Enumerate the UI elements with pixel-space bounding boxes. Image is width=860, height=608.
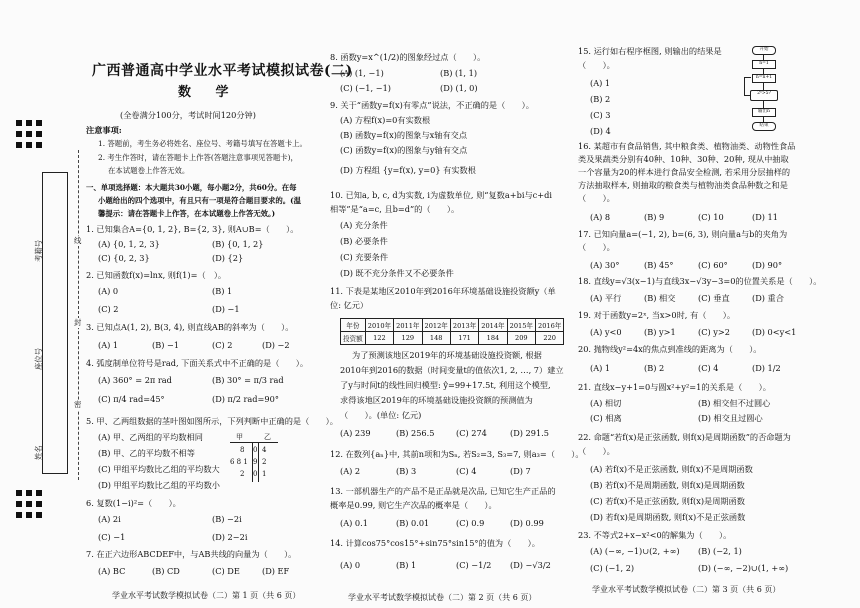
q11-option-a: (A) 239	[340, 428, 371, 438]
q15-option-c: (C) 3	[590, 110, 611, 120]
q8-option-d: (D) (1, 0)	[440, 83, 478, 93]
q11-text-1: 为了预测该地区2019年的环境基础设施投资额, 根据	[352, 350, 542, 360]
table-cell: 129	[394, 332, 422, 345]
q3-option-d: (D) −2	[262, 340, 290, 350]
stem-leaf-row-2-left: 6 8 1	[230, 458, 248, 466]
q5-option-c: (C) 甲组平均数比乙组的平均数大	[98, 464, 220, 474]
q11-text-2: 2010年到2016的数据（时间变量t的值依次1, 2, …, 7）建立	[340, 365, 564, 375]
q6-option-d: (D) 2−2i	[212, 532, 248, 542]
question-18: 18. 直线y=√3(x−1)与直线3x−√3y−3=0的位置关系是（ ）。	[578, 276, 822, 286]
q20-option-d: (D) 1/2	[752, 363, 781, 373]
binding-mark-secret: 密	[74, 400, 82, 409]
q9-option-a: (A) 方程f(x)=0有实数根	[340, 115, 431, 125]
q1-option-d: (D) {2}	[212, 253, 244, 263]
question-21: 21. 直线x−y+1=0与圆x²+y²=1的关系是（ ）。	[578, 382, 771, 392]
question-1: 1. 已知集合A={0, 1, 2}, B={2, 3}, 则A∪B=（ ）。	[86, 224, 299, 234]
table-row	[341, 332, 564, 345]
q11-option-d: (D) 291.5	[510, 428, 549, 438]
stem-leaf-row-3-stem: 0	[253, 470, 258, 478]
question-17: 17. 已知向量a=(−1, 2), b=(6, 3), 则向量a与b的夹角为（ ）。	[578, 229, 788, 252]
question-20: 20. 抛物线y²=4x的焦点到准线的距离为（ ）。	[578, 344, 762, 354]
q16-option-c: (C) 10	[698, 212, 724, 222]
q9-option-d: (D) 方程组 {y=f(x), y=0} 有实数根	[340, 165, 476, 175]
stem-leaf-head-a: 甲	[236, 433, 243, 441]
flow-output: 输出n	[752, 108, 776, 117]
q7-option-b: (B) CD	[152, 566, 180, 576]
stem-leaf-row-1-stem: 0	[253, 446, 258, 454]
q18-option-a: (A) 平行	[590, 293, 622, 303]
q9-option-c: (C) 函数y=f(x)的图象与y轴有交点	[340, 145, 468, 155]
q19-option-b: (B) y>1	[644, 327, 676, 337]
q3-option-c: (C) 2	[212, 340, 233, 350]
q21-option-b: (B) 相交但不过圆心	[698, 398, 771, 408]
table-cell: 年份	[341, 319, 366, 332]
q16-option-b: (B) 9	[644, 212, 665, 222]
q22-option-a: (A) 若f(x)不是正弦函数, 则f(x)不是周期函数	[590, 464, 753, 474]
question-5: 5. 甲、乙两组数据的茎叶图如图所示，下列判断中正确的是（ ）。	[86, 416, 338, 426]
table-cell: 投资额	[341, 332, 366, 345]
q18-option-c: (C) 垂直	[698, 293, 730, 303]
question-9: 9. 关于“函数y=f(x)有零点”说法，不正确的是（ ）。	[330, 100, 534, 110]
q21-option-d: (D) 相交且过圆心	[698, 413, 763, 423]
binding-label-exam-number: 考籍号	[34, 239, 43, 262]
q23-option-c: (C) (−1, 2)	[590, 563, 635, 573]
table-cell: 2014年	[479, 319, 507, 332]
q8-option-a: (A) (1, −1)	[340, 68, 384, 78]
q11-option-c: (C) 274	[456, 428, 487, 438]
q11-text-3: 了y与时间t的线性回归模型: ŷ=99+17.5t, 利用这个模型,	[340, 380, 551, 390]
q20-option-b: (B) 2	[644, 363, 665, 373]
q4-option-c: (C) π/4 rad=45°	[98, 394, 165, 404]
exam-title: 广西普通高中学业水平考试模拟试卷(二)	[92, 63, 353, 79]
q10-option-d: (D) 既不充分条件又不必要条件	[340, 268, 454, 278]
stem-leaf-row-1-right: 4	[262, 446, 267, 454]
q19-option-a: (A) y<0	[590, 327, 622, 337]
q11-text-5: （ ）。(单位: 亿元)	[340, 410, 422, 420]
stem-leaf-row-1-left: 8	[240, 446, 245, 454]
question-14: 14. 计算cos75°cos15°+sin75°sin15°的值为（ ）。	[330, 538, 540, 548]
notes-heading: 注意事项:	[86, 125, 122, 135]
q5-option-d: (D) 甲组平均数比乙组的平均数小	[98, 480, 220, 490]
footer-page-2: 学业水平考试数学模拟试卷（二）第 2 页（共 6 页）	[348, 593, 537, 602]
table-cell: 209	[507, 332, 535, 345]
q6-option-a: (A) 2i	[98, 514, 121, 524]
question-22: 22. 命题“若f(x)是正弦函数, 则f(x)是周期函数”的否命题为（ ）。	[578, 432, 791, 456]
binding-cut-line	[78, 150, 79, 480]
q19-option-c: (C) y>2	[698, 327, 730, 337]
binding-mark-line: 线	[74, 236, 82, 245]
section1-line-1: 一、单项选择题：本大题共30小题，每小题2分，共60分。在每	[86, 183, 297, 192]
q13-option-a: (A) 0.1	[340, 518, 368, 528]
question-7: 7. 在正六边形ABCDEF中，与AB共线的向量为（ ）。	[86, 549, 297, 559]
q4-option-a: (A) 360° = 2π rad	[98, 375, 172, 385]
q17-option-b: (B) 45°	[644, 260, 674, 270]
q15-option-d: (D) 4	[590, 126, 611, 136]
question-3: 3. 已知点A(1, 2), B(3, 4), 则直线AB的斜率为（ ）。	[86, 322, 294, 332]
flow-increment: n=n+1	[752, 74, 776, 83]
q10-option-c: (C) 充要条件	[340, 252, 389, 262]
q11-data-table	[340, 318, 564, 345]
question-12: 12. 在数列{aₙ}中, 其前n项和为Sₙ, 若S₂=3, S₃=7, 则a₃=（ ）。	[330, 449, 584, 459]
table-cell: 184	[479, 332, 507, 345]
notes-item-1: 1. 答题前，考生务必将姓名、座位号、考籍号填写在答题卡上。	[98, 139, 307, 148]
q4-option-d: (D) π/2 rad=90°	[212, 394, 279, 404]
section1-line-3: 馨提示：请在答题卡上作答，在本试题卷上作答无效。)	[98, 209, 276, 218]
question-23: 23. 不等式2+x−x²<0的解集为（ ）。	[578, 530, 732, 540]
section1-line-2: 小题给出的四个选项中，有且只有一项是符合题目要求的。(温	[98, 196, 302, 205]
q7-option-d: (D) EF	[262, 566, 290, 576]
q7-option-c: (C) DE	[212, 566, 240, 576]
flow-condition: 2ⁿ>5?	[750, 90, 778, 101]
exam-info: (全卷满分100分，考试时间120分钟)	[120, 110, 256, 120]
question-13: 13. 一部机器生产的产品不是正品就是次品, 已知它生产正品的概率是0.99, 则它生产次品的概率是（ ）。	[330, 486, 556, 510]
q14-option-b: (B) 1	[396, 560, 417, 570]
question-11: 11. 下表是某地区2010年到2016年环境基础设施投资额y（单位: 亿元）	[330, 286, 556, 310]
question-10: 10. 已知a, b, c, d为实数, i为虚数单位, 则“复数a+bi与c+di相等”是“a=c, 且b=d”的（ ）。	[330, 190, 552, 214]
stem-leaf-row-2-stem: 9	[253, 458, 258, 466]
q17-option-c: (C) 60°	[698, 260, 728, 270]
question-6: 6. 复数(1−i)²=（ ）。	[86, 498, 181, 508]
flow-end: 结束	[752, 122, 776, 131]
q22-option-d: (D) 若f(x)是周期函数, 则f(x)不是正弦函数	[590, 512, 746, 522]
q23-option-d: (D) (−∞, −2)∪(1, +∞)	[698, 563, 789, 573]
flow-init: n=1	[752, 60, 776, 69]
q2-option-d: (D) −1	[212, 304, 240, 314]
table-cell: 2011年	[394, 319, 422, 332]
q5-option-a: (A) 甲、乙两组的平均数相同	[98, 432, 203, 442]
question-16: 16. 某超市有食品销售, 其中粮食类、植物油类、动物性食品类及果蔬类分别有40种、10种、30种、20种, 现从中抽取一个容量为20的样本进行食品安全检测, 若采用分层抽样的方法抽取样本, 则抽取的粮食类与植物油类食品种数之和是（ ）。	[578, 141, 796, 203]
q11-option-b: (B) 256.5	[396, 428, 435, 438]
q19-option-d: (D) 0<y<1	[752, 327, 797, 337]
q3-option-a: (A) 1	[98, 340, 119, 350]
notes-item-3: 在本试题卷上作答无效。	[108, 166, 190, 175]
q9-option-b: (B) 函数y=f(x)的图象与x轴有交点	[340, 130, 468, 140]
stem-leaf-row-3-left: 2	[240, 470, 245, 478]
q16-option-a: (A) 8	[590, 212, 611, 222]
table-cell: 2016年	[536, 319, 564, 332]
q4-option-b: (B) 30° = π/3 rad	[212, 375, 284, 385]
q15-option-a: (A) 1	[590, 78, 611, 88]
q2-option-a: (A) 0	[98, 286, 119, 296]
binding-info-box	[42, 172, 68, 474]
q14-option-d: (D) −√3/2	[510, 560, 551, 570]
table-cell: 2015年	[507, 319, 535, 332]
table-cell: 2013年	[450, 319, 478, 332]
subject-title: 数 学	[178, 85, 239, 100]
binding-mark-seal: 封	[74, 318, 82, 327]
q18-option-b: (B) 相交	[644, 293, 676, 303]
table-cell: 171	[450, 332, 478, 345]
q12-option-a: (A) 2	[340, 466, 361, 476]
stem-leaf-head-b: 乙	[264, 433, 271, 441]
q18-option-d: (D) 重合	[752, 293, 784, 303]
q17-option-a: (A) 30°	[590, 260, 620, 270]
q10-option-a: (A) 充分条件	[340, 220, 388, 230]
stem-leaf-row-2-right: 2	[262, 458, 267, 466]
q15-option-b: (B) 2	[590, 94, 611, 104]
notes-item-2: 2. 考生作答时，请在答题卡上作答(答题注意事项见答题卡)，	[98, 153, 298, 162]
q12-option-d: (D) 7	[510, 466, 531, 476]
table-cell: 148	[422, 332, 450, 345]
q14-option-c: (C) −1/2	[456, 560, 492, 570]
q14-option-a: (A) 0	[340, 560, 361, 570]
q8-option-b: (B) (1, 1)	[440, 68, 478, 78]
q2-option-c: (C) 2	[98, 304, 119, 314]
question-4: 4. 弧度制单位符号是rad, 下面关系式中不正确的是（ ）。	[86, 358, 309, 368]
footer-page-1: 学业水平考试数学模拟试卷（二）第 1 页（共 6 页）	[112, 591, 301, 600]
q16-option-d: (D) 11	[752, 212, 778, 222]
table-cell: 220	[536, 332, 564, 345]
q20-option-a: (A) 1	[590, 363, 611, 373]
flow-start: 开始	[752, 46, 776, 55]
q21-option-a: (A) 相切	[590, 398, 622, 408]
question-15: 15. 运行如右程序框图, 则输出的结果是（ ）。	[578, 46, 722, 70]
q23-option-b: (B) (−2, 1)	[698, 546, 742, 556]
q12-option-c: (C) 4	[456, 466, 477, 476]
footer-page-3: 学业水平考试数学模拟试卷（二）第 3 页（共 6 页）	[592, 585, 781, 594]
q5-option-b: (B) 甲、乙的平均数不相等	[98, 448, 195, 458]
table-cell: 2010年	[365, 319, 393, 332]
q1-option-b: (B) {0, 1, 2}	[212, 239, 264, 249]
q13-option-b: (B) 0.01	[396, 518, 430, 528]
binding-label-name: 姓名	[34, 445, 43, 460]
question-8: 8. 函数y=x^(1/2)的图象经过点（ ）。	[330, 52, 486, 62]
q3-option-b: (B) −1	[152, 340, 180, 350]
table-row	[341, 319, 564, 332]
q2-option-b: (B) 1	[212, 286, 233, 296]
q1-option-a: (A) {0, 1, 2, 3}	[98, 239, 160, 249]
q1-option-c: (C) {0, 2, 3}	[98, 253, 150, 263]
binding-label-seat-number: 座位号	[34, 347, 43, 370]
q22-option-c: (C) 若f(x)不是正弦函数, 则f(x)是周期函数	[590, 496, 745, 506]
question-19: 19. 对于函数y=2ˣ, 当x>0时, 有（ ）。	[578, 310, 736, 320]
q6-option-b: (B) −2i	[212, 514, 242, 524]
q6-option-c: (C) −1	[98, 532, 126, 542]
q7-option-a: (A) BC	[98, 566, 126, 576]
q13-option-c: (C) 0.9	[456, 518, 485, 528]
table-cell: 2012年	[422, 319, 450, 332]
table-cell: 122	[365, 332, 393, 345]
q21-option-c: (C) 相离	[590, 413, 622, 423]
q13-option-d: (D) 0.99	[510, 518, 544, 528]
q22-option-b: (B) 若f(x)不是周期函数, 则f(x)是周期函数	[590, 480, 745, 490]
stem-leaf-row-3-right: 1	[262, 470, 267, 478]
q20-option-c: (C) 4	[698, 363, 719, 373]
q23-option-a: (A) (−∞, −1)∪(2, +∞)	[590, 546, 680, 556]
q11-text-4: 求得该地区2019年的环境基础设施投资额的预测值为	[340, 395, 533, 405]
question-2: 2. 已知函数f(x)=lnx, 则f(1)=（ ）。	[86, 270, 227, 280]
q10-option-b: (B) 必要条件	[340, 236, 388, 246]
q8-option-c: (C) (−1, −1)	[340, 83, 391, 93]
q17-option-d: (D) 90°	[752, 260, 783, 270]
q12-option-b: (B) 3	[396, 466, 417, 476]
